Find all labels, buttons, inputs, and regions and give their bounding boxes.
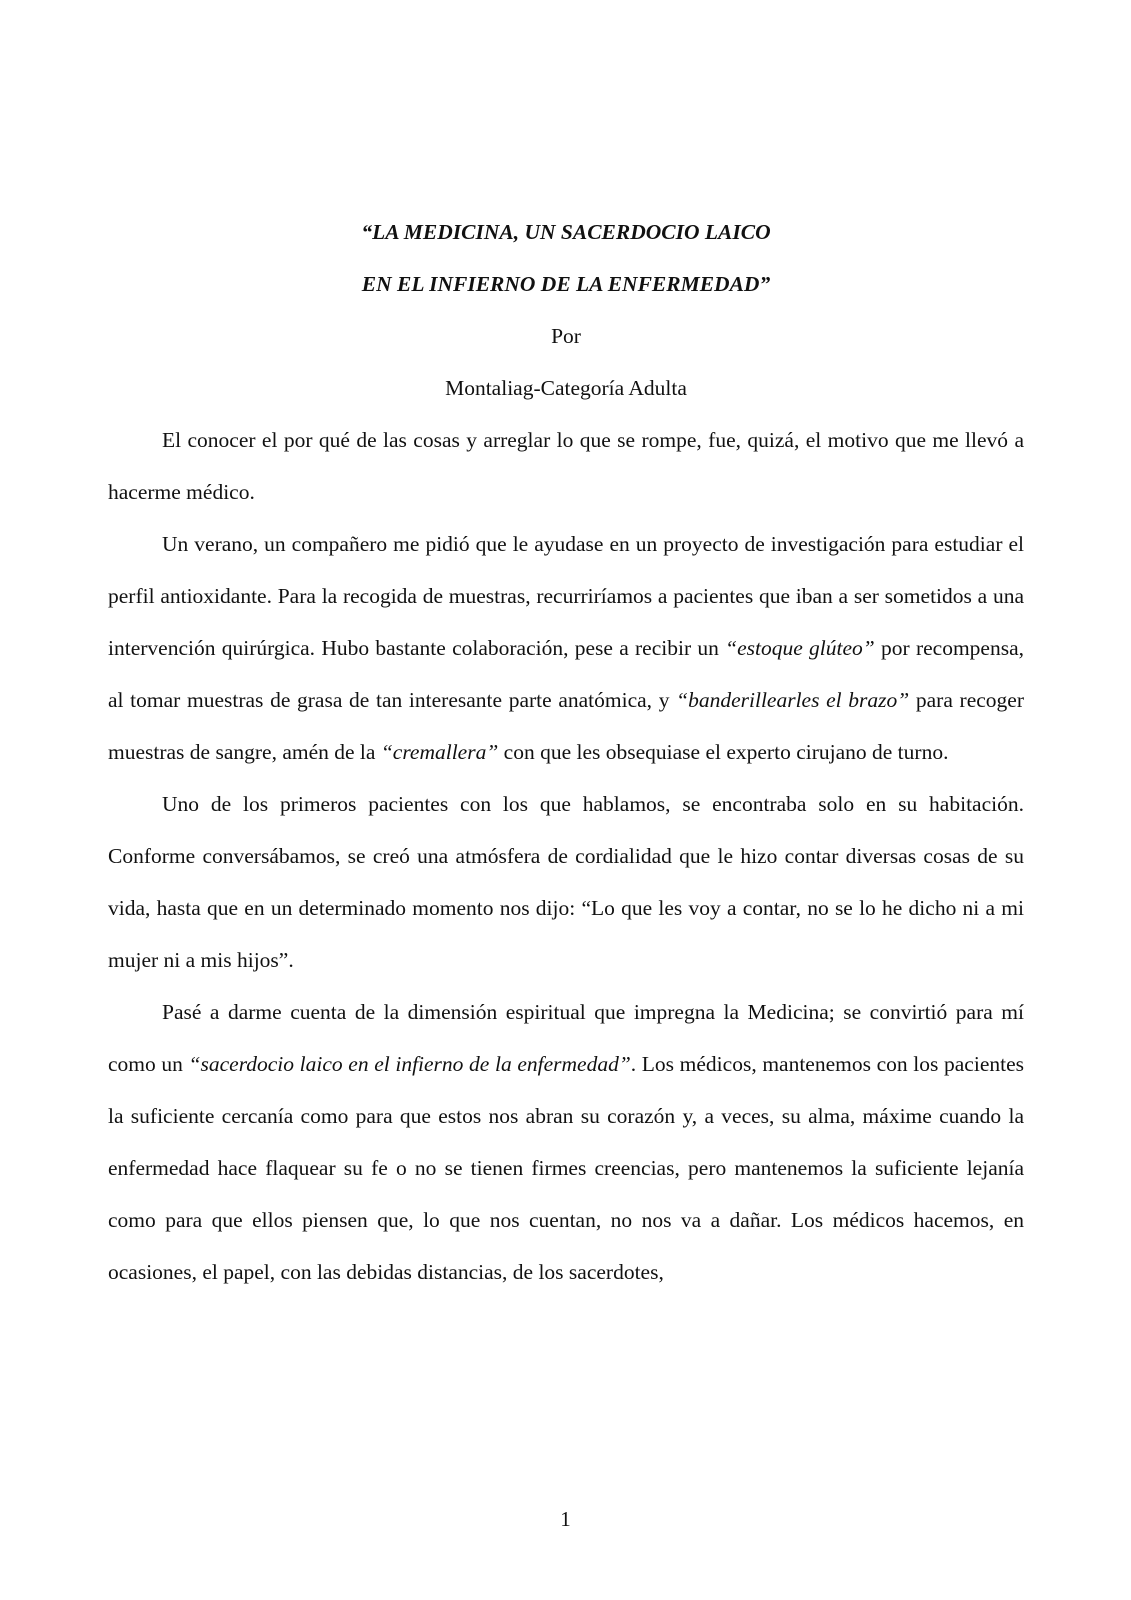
paragraph-text: Uno de los primeros pacientes con los que hablamos, se encontraba solo en su habitación. Conforme conversábamos, se creó una atmósfera de cordialidad que le hizo contar diversas cosas de su vida, hasta que en un determinado momento nos dijo: “Lo que les voy a contar, no se lo he dicho ni a mi mujer ni a mis hijos”.: [108, 792, 1024, 972]
body-paragraph: [108, 986, 1024, 1298]
body-paragraph: [108, 778, 1024, 986]
paragraph-text: El conocer el por qué de las cosas y arreglar lo que se rompe, fue, quizá, el motivo que me llevó a hacerme médico.: [108, 428, 1024, 504]
italic-quote: “cremallera”: [380, 740, 499, 764]
paragraph-text: Un verano, un compañero me pidió que le ayudase en un proyecto de investigación para estudiar el perfil antioxidante. Para la recogida de muestras, recurriríamos a pacientes que iban a ser sometidos a una intervención quirúrgica. Hubo bastante colaboración, pese a recibir un: [108, 532, 1024, 660]
italic-quote: “estoque glúteo”: [725, 636, 875, 660]
body-paragraph: [108, 414, 1024, 518]
paragraph-text: para recoger muestras de sangre, amén de la: [108, 688, 1024, 764]
paragraph-text: Pasé a darme cuenta de la dimensión espiritual que impregna la Medicina; se convirtió para mí como un: [108, 1000, 1024, 1076]
title-line-1: “LA MEDICINA, UN SACERDOCIO LAICO: [361, 220, 771, 244]
page-number: 1: [560, 1507, 571, 1531]
body-paragraph: [108, 518, 1024, 778]
document-body: [108, 206, 1024, 1298]
author-name: Montaliag-Categoría Adulta: [445, 376, 687, 400]
paragraph-text: por recompensa, al tomar muestras de grasa de tan interesante parte anatómica, y: [108, 636, 1024, 712]
paragraphs-container: [108, 414, 1024, 1298]
paragraph-text: . Los médicos, mantenemos con los pacientes la suficiente cercanía como para que estos nos abran su corazón y, a veces, su alma, máxime cuando la enfermedad hace flaquear su fe o no se tienen firmes creencias, pero mantenemos la suficiente lejanía como para que ellos piensen que, lo que nos cuentan, no nos va a dañar. Los médicos hacemos, en ocasiones, el papel, con las debidas distancias, de los sacerdotes,: [108, 1052, 1024, 1284]
italic-quote: “sacerdocio laico en el infierno de la enfermedad”: [188, 1052, 631, 1076]
italic-quote: “banderillearles el brazo”: [676, 688, 910, 712]
paragraph-text: con que les obsequiase el experto cirujano de turno.: [498, 740, 949, 764]
byline-prefix: Por: [551, 324, 581, 348]
title-line-2: EN EL INFIERNO DE LA ENFERMEDAD”: [361, 272, 771, 296]
